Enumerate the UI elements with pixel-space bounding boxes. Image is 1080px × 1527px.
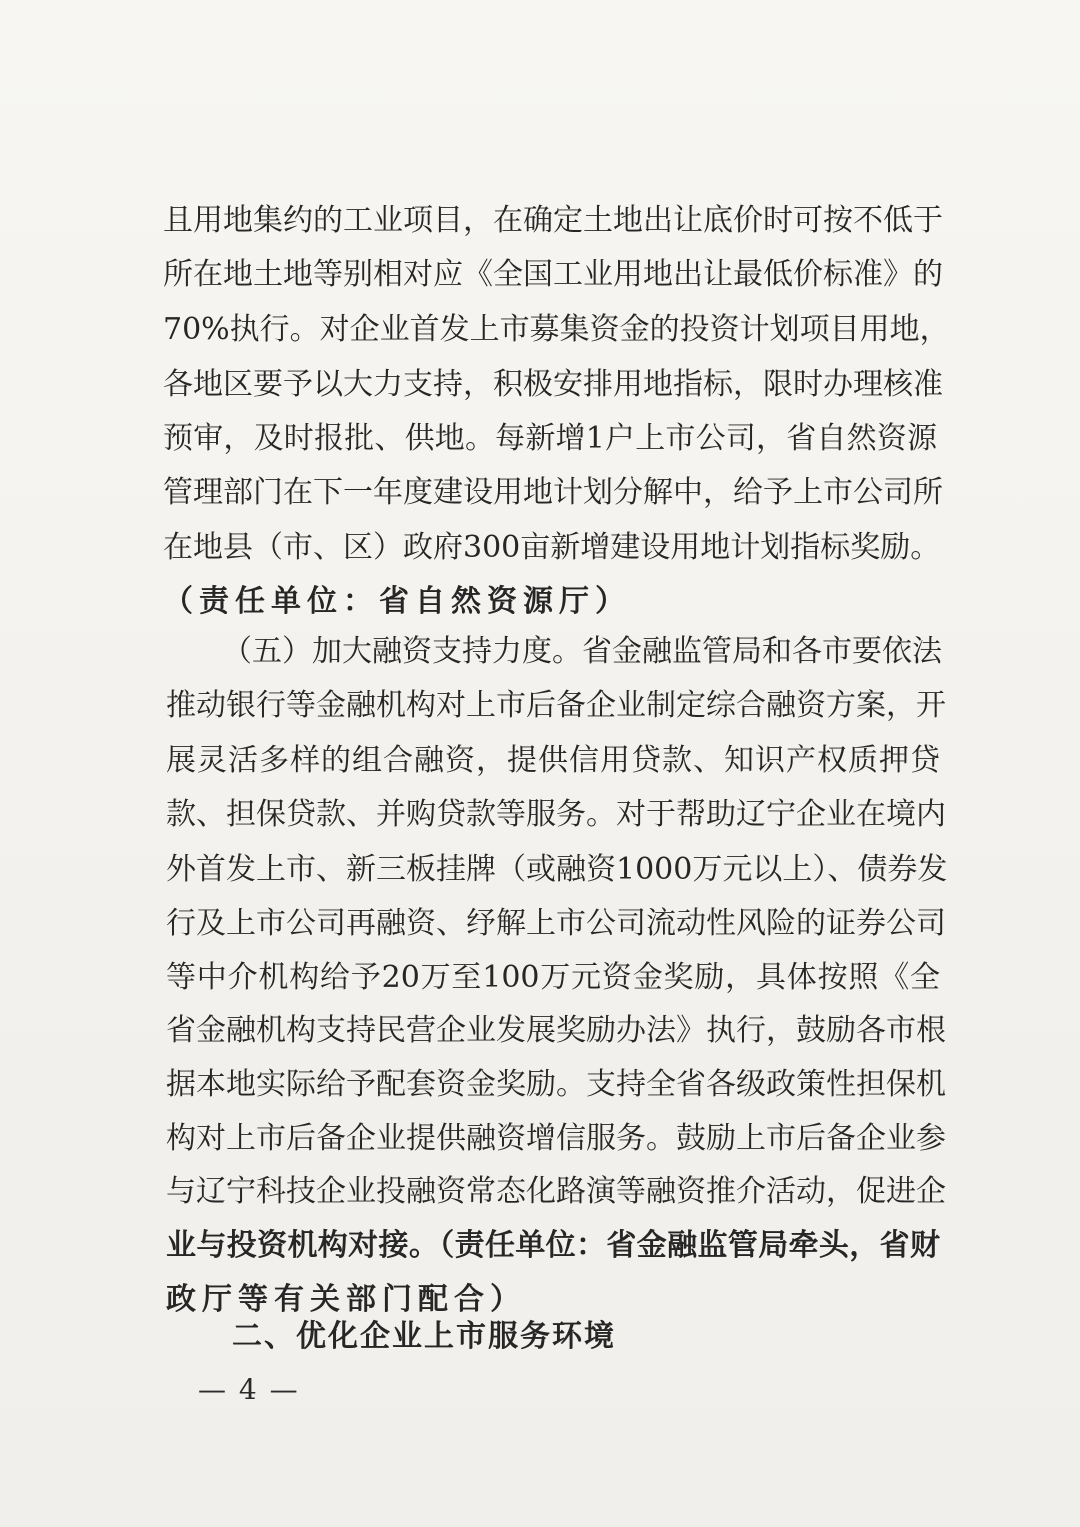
body-line-4: 各地区要予以大力支持，积极安排用地指标，限时办理核准 [163,367,943,402]
body-line-17: 据本地实际给予配套资金奖励。支持全省各级政策性担保机 [166,1067,946,1102]
body-line-9: （五）加大融资支持力度。省金融监管局和各市要依法 [222,634,942,669]
body-line-15: 等中介机构给予20万至100万元资金奖励，具体按照《全 [166,960,940,995]
responsibility-note-2-cont: 政厅等有关部门配合） [166,1282,526,1317]
body-line-10: 推动银行等金融机构对上市后备企业制定综合融资方案，开 [166,688,946,723]
body-line-1: 且用地集约的工业项目，在确定土地出让底价时可按不低于 [163,203,943,238]
section-heading: 二、优化企业上市服务环境 [232,1319,616,1354]
body-line-3: 70%执行。对企业首发上市募集资金的投资计划项目用地， [163,312,950,347]
responsibility-note-1: （责任单位：省自然资源厅） [163,584,631,619]
responsibility-note-2: 业与投资机构对接。（责任单位：省金融监管局牵头，省财 [166,1228,940,1263]
body-line-14: 行及上市公司再融资、纾解上市公司流动性风险的证券公司 [166,906,946,941]
body-line-18: 构对上市后备企业提供融资增信服务。鼓励上市后备企业参 [166,1121,946,1156]
page-number: — 4 — [198,1373,300,1406]
body-line-7: 在地县（市、区）政府300亩新增建设用地计划指标奖励。 [163,530,941,565]
body-line-12: 款、担保贷款、并购贷款等服务。对于帮助辽宁企业在境内 [166,797,946,832]
body-line-13: 外首发上市、新三板挂牌（或融资1000万元以上）、债券发 [166,852,948,887]
body-line-16: 省金融机构支持民营企业发展奖励办法》执行，鼓励各市根 [166,1013,946,1048]
body-line-5: 预审，及时报批、供地。每新增1户上市公司，省自然资源 [163,421,937,456]
body-line-2: 所在地土地等别相对应《全国工业用地出让最低价标准》的 [163,257,943,292]
body-line-11: 展灵活多样的组合融资，提供信用贷款、知识产权质押贷 [166,743,940,778]
body-line-6: 管理部门在下一年度建设用地计划分解中，给予上市公司所 [163,475,943,510]
body-line-19: 与辽宁科技企业投融资常态化路演等融资推介活动，促进企 [166,1174,946,1209]
